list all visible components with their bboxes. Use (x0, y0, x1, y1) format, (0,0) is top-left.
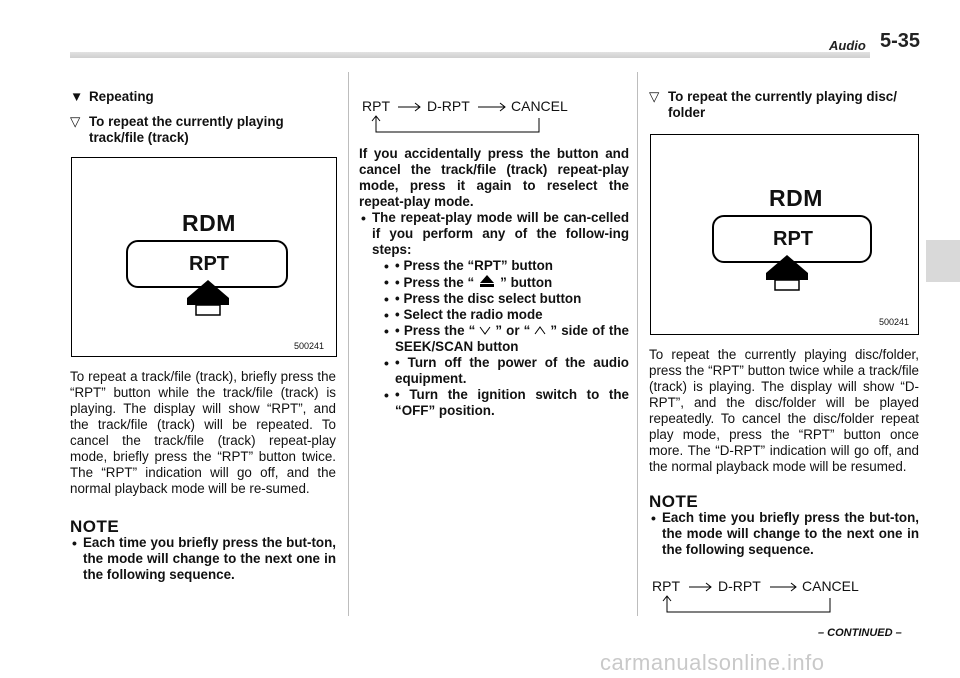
col3-paragraph: To repeat the currently playing disc/folder, press the “RPT” button twice while a track/file (track) is playing. The display will show “D-RPT”, and the disc/folder will be played repeatedly. To cancel the disc/folder repeat play mode, press the “RPT” button once more. The “D-RPT” indication will go off, and the normal playback mode will be resumed. (649, 347, 919, 474)
sequence-arrows-icon (652, 578, 872, 618)
seq-rpt: RPT (362, 98, 390, 114)
press-arrow-icon (764, 253, 810, 293)
step-item: • • Select the radio mode (382, 307, 629, 323)
rpt-button-figure (71, 157, 337, 357)
column-divider (348, 72, 349, 616)
step-text: Turn the ignition switch to the “OFF” position. (395, 387, 629, 418)
section-heading: Repeating (89, 89, 154, 104)
rdm-label: RDM (182, 210, 236, 236)
step-text: Select the radio mode (403, 307, 543, 322)
step-text: ” or “ (495, 323, 531, 338)
col3-body (649, 347, 919, 475)
step-text: Press the “ (403, 275, 475, 290)
col2-body (359, 146, 629, 419)
col2-paragraph: If you accidentally press the button and cancel the track/file (track) repeat-play mode, press it again to reselect the repeat-play mode. (359, 146, 629, 209)
seek-down-icon (477, 324, 493, 336)
cancel-conditions-text: The repeat-play mode will be can-celled if you perform any of the follow-ing steps: (372, 210, 629, 257)
subheading-line2: folder (668, 105, 706, 120)
col1-paragraph: To repeat a track/file (track), briefly press the “RPT” button while the track/file (track) is playing. The display will show “RPT”, and the track/file (track) will be repeated. To cancel the track/file (track) repeat-play mode, briefly press the “RPT” button twice. The “RPT” indication will go off, and the normal playback mode will be re-sumed. (70, 369, 336, 496)
col1-note (70, 535, 336, 583)
page-number: 5-35 (880, 30, 921, 52)
header-rule (70, 52, 870, 58)
seq-drpt: D-RPT (718, 578, 761, 594)
step-text: ” button (500, 275, 553, 290)
step-text: ” side of the SEEK/SCAN button (395, 323, 629, 354)
note-heading: NOTE (649, 492, 699, 511)
chapter-tab (926, 240, 960, 282)
note-heading: NOTE (70, 517, 120, 536)
seq-cancel: CANCEL (802, 578, 859, 594)
step-item: • • Press the “RPT” button (382, 258, 629, 274)
step-text: Press the disc select button (403, 291, 582, 306)
figure-number: 500241 (879, 317, 910, 327)
watermark: carmanualsonline.info (600, 650, 825, 675)
subheading-line2: track/file (track) (89, 130, 189, 145)
continued-label: – CONTINUED – (818, 627, 902, 639)
rpt-label: RPT (189, 253, 229, 275)
step-item: • • Press the disc select button (382, 291, 629, 307)
note-bullet: • Each time you briefly press the but-ton, the mode will change to the next one in the following sequence. (649, 510, 919, 558)
sequence-arrows-icon (362, 98, 582, 138)
subheading: To repeat the currently playing (89, 114, 284, 129)
step-item: • • Turn off the power of the audio equipment. (382, 355, 629, 387)
section-title: Audio (829, 38, 866, 53)
step-text: Press the “ (403, 323, 476, 338)
step-item: • • Press the “ ” button (382, 274, 629, 291)
press-arrow-icon (185, 278, 231, 318)
col1-body (70, 369, 336, 497)
note-bullet: • Each time you briefly press the but-ton, the mode will change to the next one in the following sequence. (70, 535, 336, 583)
rdm-label: RDM (769, 185, 823, 211)
column-divider (637, 72, 638, 616)
seq-drpt: D-RPT (427, 98, 470, 114)
figure-number: 500241 (294, 341, 325, 351)
seq-rpt: RPT (652, 578, 680, 594)
col3-note (649, 510, 919, 558)
step-item: • • Turn the ignition switch to the “OFF” position. (382, 387, 629, 419)
cancel-conditions-bullet (359, 210, 629, 419)
subheading-marker: ▽ (70, 114, 81, 129)
seek-up-icon (532, 324, 548, 336)
heading-marker: ▼ (70, 89, 84, 104)
mode-sequence-diagram (362, 98, 582, 138)
rpt-button-figure (650, 134, 919, 335)
rpt-label: RPT (773, 228, 813, 250)
seq-cancel: CANCEL (511, 98, 568, 114)
subheading: To repeat the currently playing disc/ (668, 89, 897, 104)
eject-icon (477, 274, 497, 288)
subheading-marker: ▽ (649, 89, 660, 104)
mode-sequence-diagram (652, 578, 872, 618)
step-text: Turn off the power of the audio equipment. (395, 355, 629, 386)
step-item: • • Press the “ ” or “ ” side of the SEEK/SCAN button (382, 323, 629, 355)
step-text: Press the “RPT” button (403, 258, 553, 273)
